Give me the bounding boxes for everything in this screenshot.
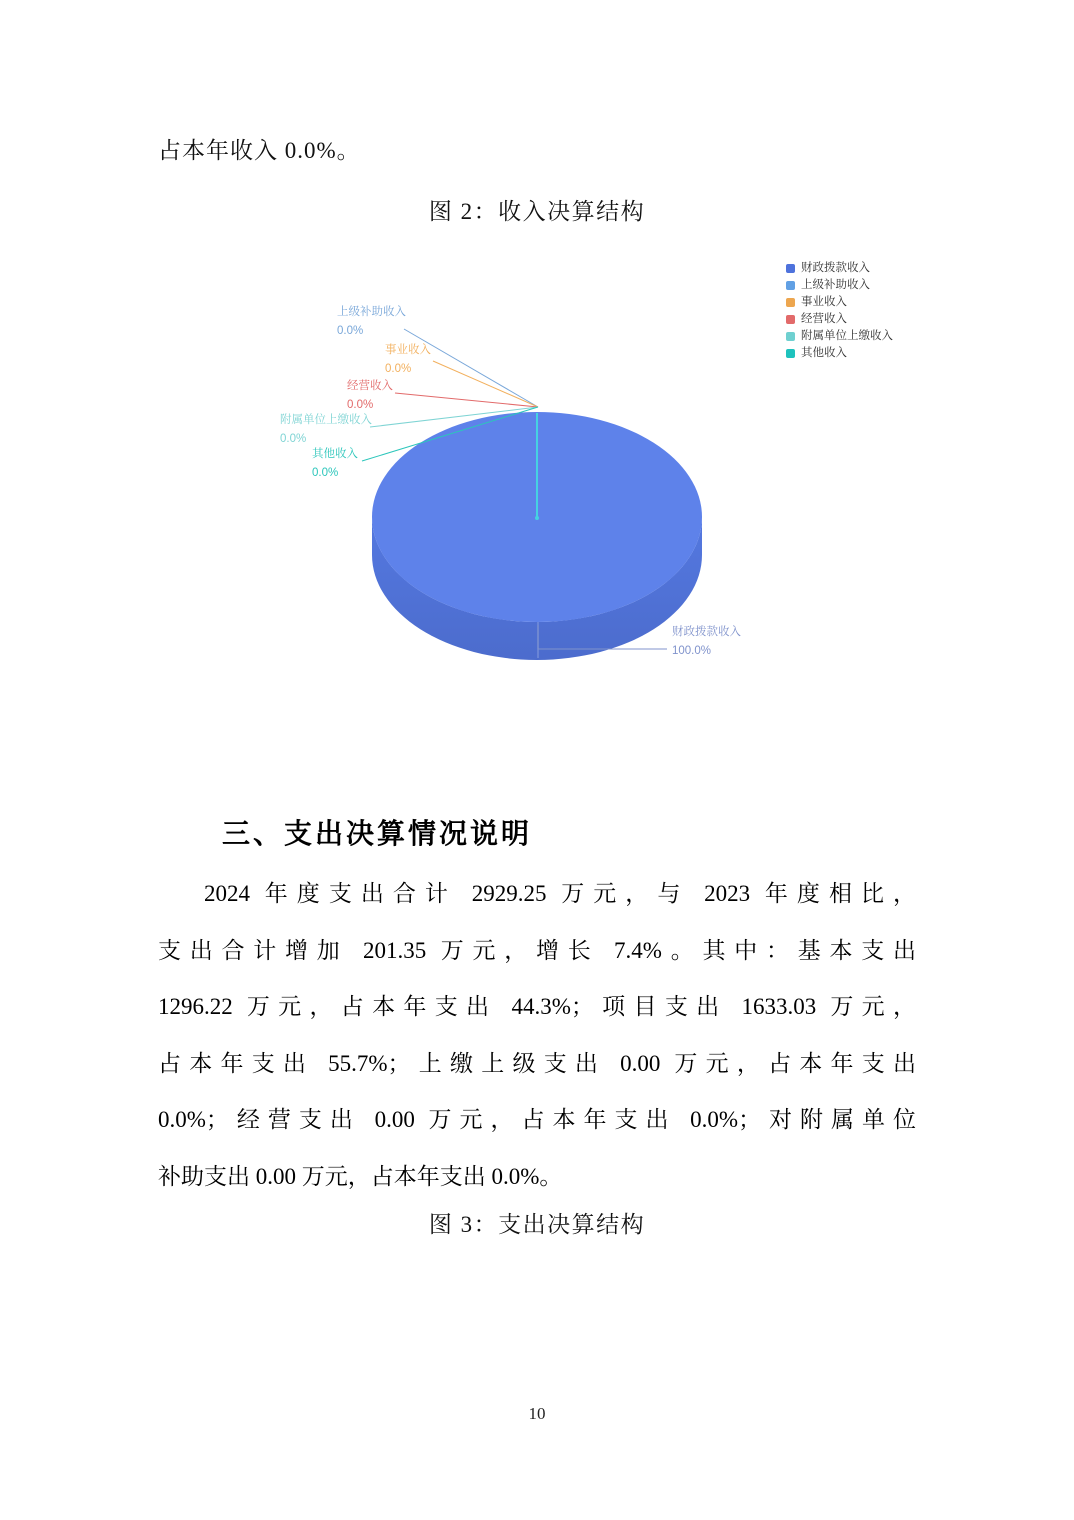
leader-line-operating-income — [433, 361, 538, 407]
section-heading: 三、支出决算情况说明 — [222, 818, 533, 849]
body-line: 0.0%；经营支出 0.00 万元，占本年支出 0.0%；对附属单位 — [158, 1107, 916, 1132]
pie-label-percent: 0.0% — [337, 325, 364, 337]
body-paragraph — [158, 866, 916, 1205]
legend-swatch-icon — [786, 281, 795, 290]
pie-label-percent: 0.0% — [280, 433, 307, 445]
legend-swatch-icon — [786, 298, 795, 307]
pie-label-其他收入 — [312, 448, 358, 480]
legend-label: 财政拨款收入 — [801, 262, 870, 274]
legend-label: 其他收入 — [801, 347, 847, 359]
pie-label-name: 财政拨款收入 — [672, 626, 741, 638]
body-line: 2024 年度支出合计 2929.25 万元，与 2023 年度相比， — [204, 881, 916, 906]
body-line: 1296.22 万元，占本年支出 44.3%；项目支出 1633.03 万元， — [158, 994, 916, 1019]
legend-item-上级补助收入 — [786, 279, 893, 292]
page-number: 10 — [528, 1404, 546, 1423]
legend-item-附属单位上缴收入 — [786, 330, 893, 343]
pie-label-上级补助收入 — [337, 306, 406, 338]
pie-label-name: 其他收入 — [312, 448, 358, 460]
pie-label-事业收入 — [385, 344, 431, 376]
pie-label-percent: 0.0% — [385, 363, 412, 375]
pie-label-附属单位上缴收入 — [280, 414, 372, 446]
figure2-caption: 图 2：收入决算结构 — [428, 199, 646, 224]
legend-swatch-icon — [786, 315, 795, 324]
figure3-caption: 图 3：支出决算结构 — [428, 1212, 646, 1237]
legend-swatch-icon — [786, 332, 795, 341]
legend-label: 事业收入 — [801, 296, 847, 308]
pie-label-percent: 0.0% — [312, 467, 339, 479]
leader-line-business-income — [395, 393, 538, 407]
pie-label-name: 经营收入 — [347, 380, 393, 392]
legend-item-财政拨款收入 — [786, 262, 893, 275]
legend-swatch-icon — [786, 349, 795, 358]
legend-label: 经营收入 — [801, 313, 847, 325]
legend-label: 附属单位上缴收入 — [801, 330, 893, 342]
legend-swatch-icon — [786, 264, 795, 273]
pie-label-percent: 100.0% — [672, 645, 712, 657]
pie-label-percent: 0.0% — [347, 399, 374, 411]
pie-label-name: 事业收入 — [385, 344, 431, 356]
body-line: 补助支出 0.00 万元，占本年支出 0.0%。 — [158, 1163, 563, 1189]
legend-label: 上级补助收入 — [801, 279, 870, 291]
legend-item-其他收入 — [786, 347, 893, 360]
pie-label-name: 附属单位上缴收入 — [280, 414, 372, 426]
pie-label-经营收入 — [347, 380, 393, 412]
body-line: 支出合计增加 201.35 万元，增长 7.4%。其中：基本支出 — [158, 937, 916, 963]
legend-item-事业收入 — [786, 296, 893, 309]
legend-item-经营收入 — [786, 313, 893, 326]
pie-label-name: 上级补助收入 — [337, 306, 406, 318]
pie-chart-canvas — [0, 240, 1074, 720]
top-paragraph: 占本年收入 0.0%。 — [158, 138, 361, 163]
pie-center-dot — [535, 516, 539, 520]
pie-label-财政拨款收入 — [672, 626, 741, 658]
income-pie-chart — [0, 240, 1074, 720]
body-line: 占本年支出 55.7%；上缴上级支出 0.00 万元，占本年支出 — [158, 1050, 916, 1076]
chart-legend — [786, 262, 893, 364]
